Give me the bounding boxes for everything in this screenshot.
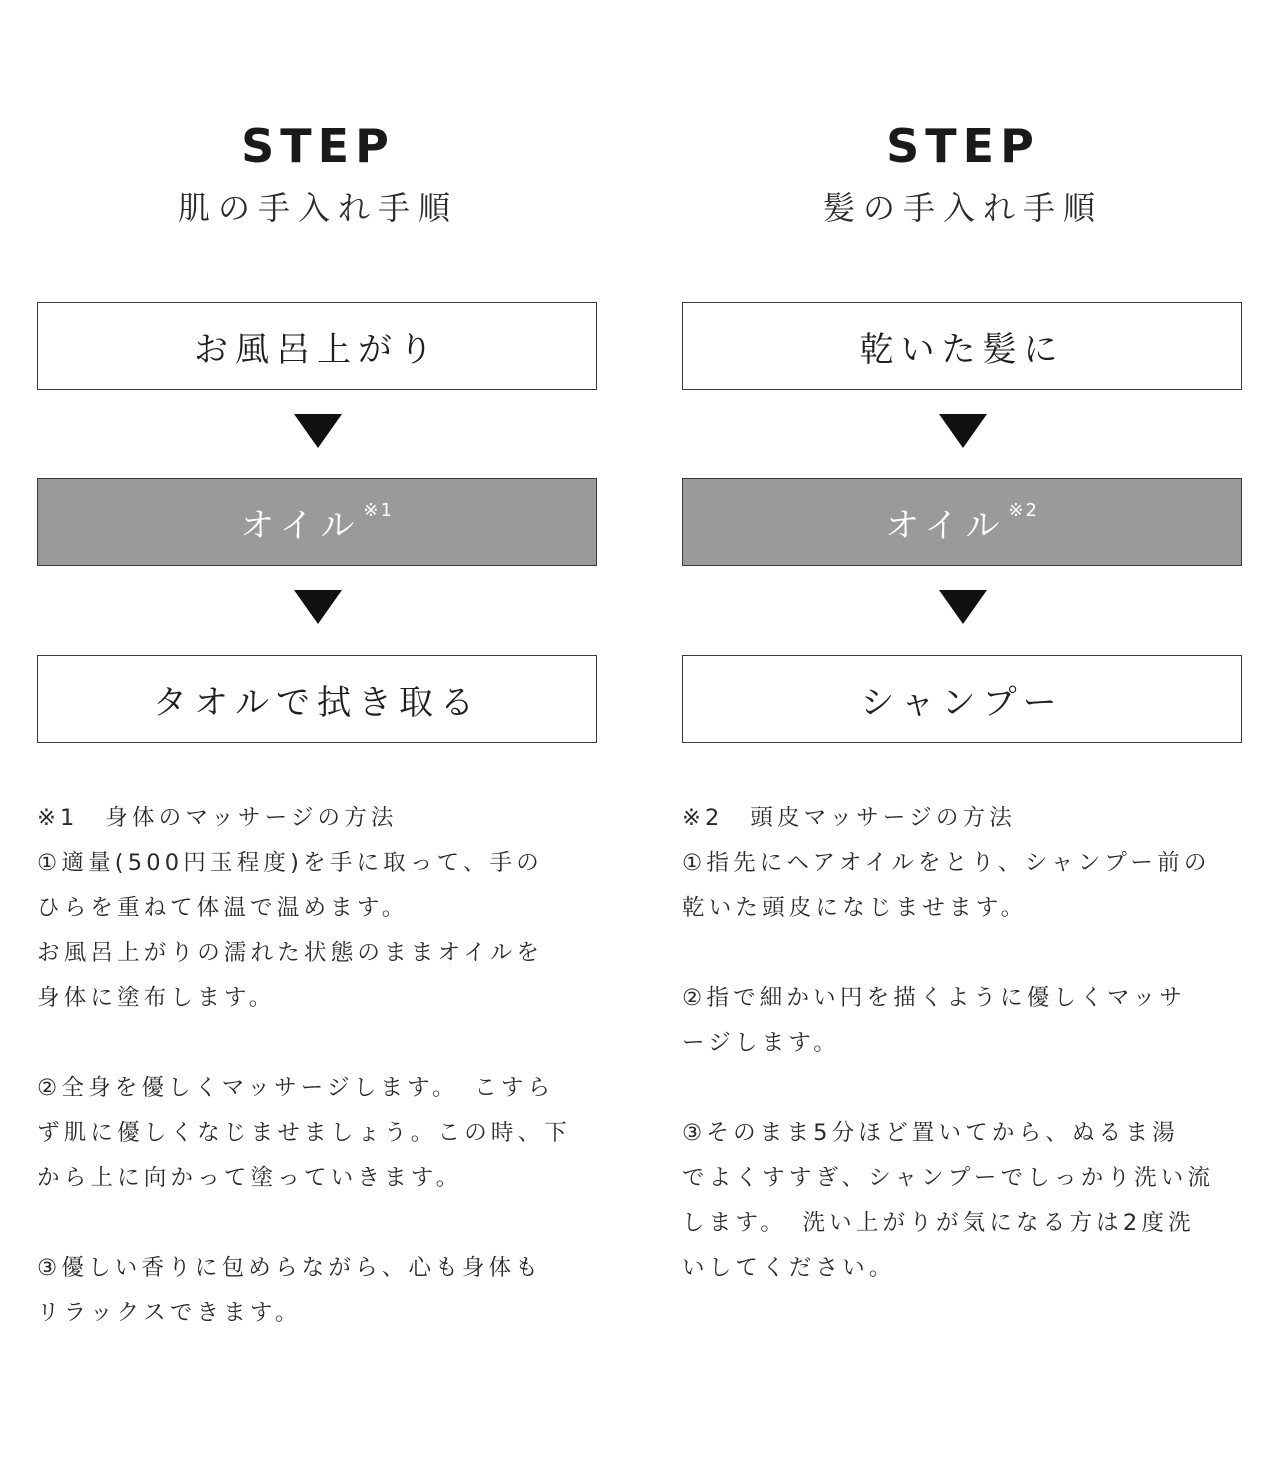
note-line: ひらを重ねて体温で温めます。 xyxy=(37,895,409,921)
flow-box-shampoo xyxy=(682,655,1242,743)
step-subtitle: 髪の手入れ手順 xyxy=(822,189,1103,227)
note-line: から上に向かって塗っていきます。 xyxy=(37,1165,463,1191)
flow-box-after-bath xyxy=(37,302,597,390)
note-line: でよくすすぎ、シャンプーでしっかり洗い流 xyxy=(682,1165,1215,1191)
flow-box-label: オイル xyxy=(885,505,1007,546)
scalp-massage-notes xyxy=(682,796,1248,1291)
triangle-down-icon xyxy=(939,414,987,448)
step-title: STEP xyxy=(241,119,395,173)
step-subtitle: 肌の手入れ手順 xyxy=(177,189,458,227)
flow-box-oil xyxy=(37,478,597,566)
notes-heading: ※1 身体のマッサージの方法 xyxy=(37,805,398,831)
note-line: ず肌に優しくなじませましょう。この時、下 xyxy=(37,1120,572,1146)
flow-box-label: タオルで拭き取る xyxy=(153,682,481,723)
notes-heading: ※2 頭皮マッサージの方法 xyxy=(682,805,1016,831)
note-line: ①指先にヘアオイルをとり、シャンプー前の xyxy=(682,850,1211,876)
note-line: ②全身を優しくマッサージします。 こすら xyxy=(37,1075,555,1101)
note-line: リラックスできます。 xyxy=(37,1300,302,1326)
footnote-mark: ※1 xyxy=(363,499,394,521)
flow-box-oil xyxy=(682,478,1242,566)
note-line: お風呂上がりの濡れた状態のままオイルを xyxy=(37,940,544,966)
flow-box-label: お風呂上がり xyxy=(194,329,440,370)
flow-box-label: シャンプー xyxy=(860,682,1064,723)
triangle-down-icon xyxy=(294,414,342,448)
step-title: STEP xyxy=(886,119,1040,173)
footnote-mark: ※2 xyxy=(1008,499,1039,521)
note-line: 乾いた頭皮になじませます。 xyxy=(682,895,1028,921)
note-line: ③そのまま5分ほど置いてから、ぬるま湯 xyxy=(682,1120,1179,1146)
note-line: いしてください。 xyxy=(682,1255,896,1281)
triangle-down-icon xyxy=(939,590,987,624)
note-line: ③優しい香りに包めらながら、心も身体も xyxy=(37,1255,542,1281)
note-line: します。 洗い上がりが気になる方は2度洗 xyxy=(682,1210,1195,1236)
flow-box-label: オイル xyxy=(240,505,362,546)
triangle-down-icon xyxy=(294,590,342,624)
note-line: ②指で細かい円を描くように優しくマッサ xyxy=(682,985,1187,1011)
body-massage-notes xyxy=(37,796,603,1336)
flow-box-dry-hair xyxy=(682,302,1242,390)
note-line: 身体に塗布します。 xyxy=(37,985,276,1011)
note-line: ージします。 xyxy=(682,1030,840,1056)
flow-box-label: 乾いた髪に xyxy=(859,329,1065,370)
flow-box-towel xyxy=(37,655,597,743)
note-line: ①適量(500円玉程度)を手に取って、手の xyxy=(37,850,543,876)
